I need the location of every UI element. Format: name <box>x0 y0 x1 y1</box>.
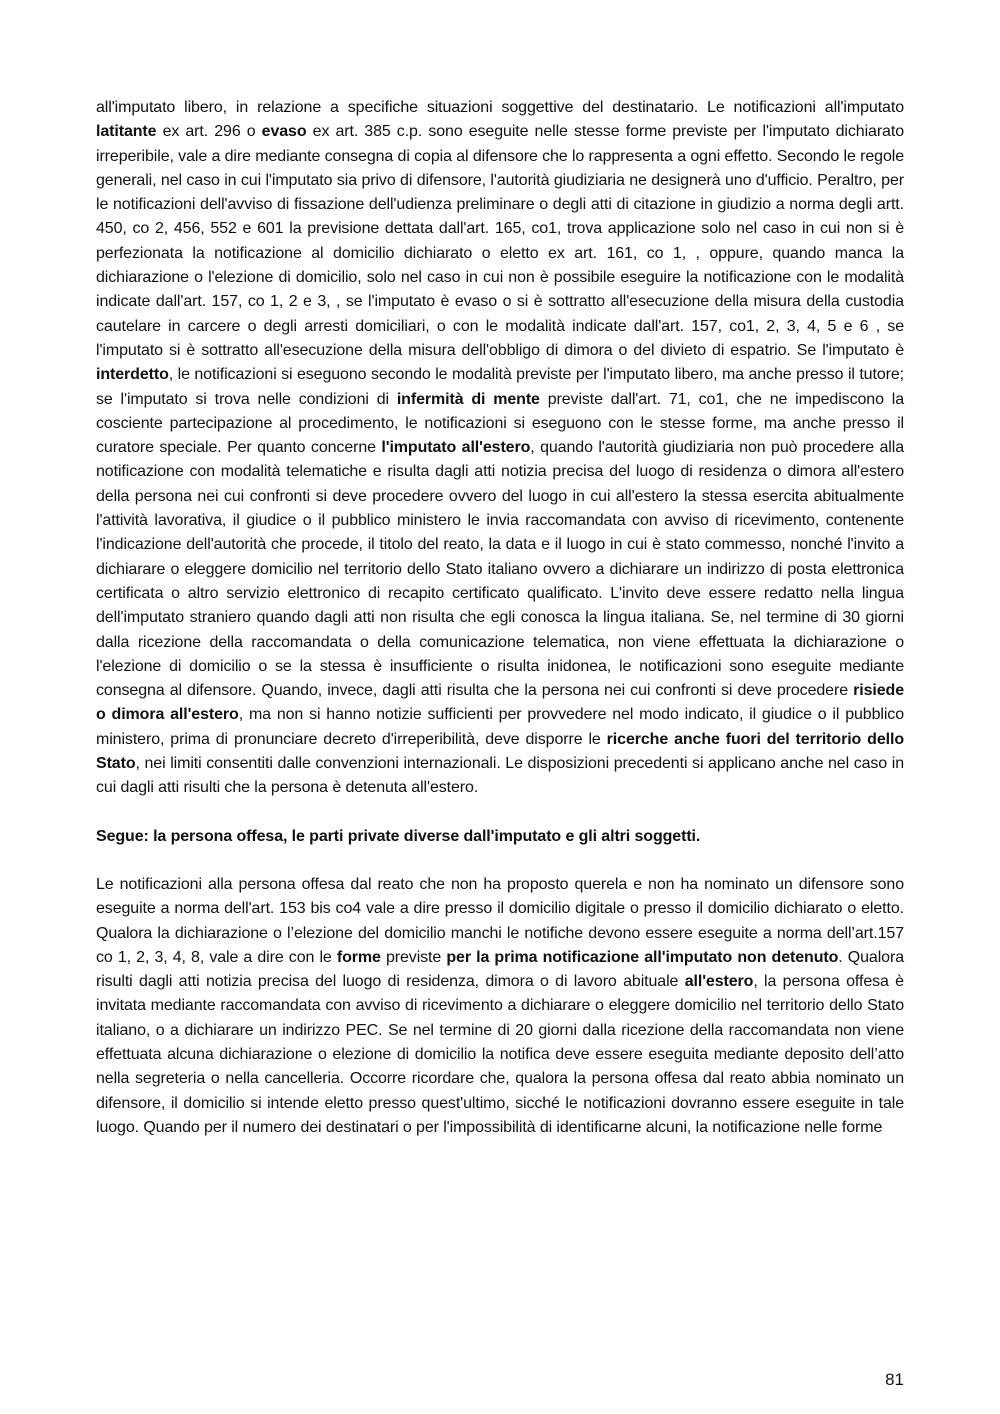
text-run: all'imputato libero, in relazione a specifiche situazioni soggettive del destinatario. Le notificazioni all'imputato <box>96 99 904 116</box>
bold-term: all'estero <box>684 973 754 991</box>
text-run: Le notificazioni alla persona offesa dal reato che non ha proposto querela e non ha nominato un difensore sono eseguite a norma dell'art. 153 bis co4 vale a dire presso il domicilio digitale o presso il domicilio dichiarato o eletto. Qualora la dichiarazione o l’elezione del domicilio manchi le notifiche devono essere eseguite a norma dell’art.157 co 1, 2, 3, 4, 8, vale a dire con le <box>96 875 904 966</box>
bold-term: infermità di mente <box>396 390 540 408</box>
bold-term: forme <box>336 948 381 966</box>
bold-term: interdetto <box>96 366 169 384</box>
text-run: . Qualora risulti dagli atti notizia precisa del luogo di residenza, dimora o di lavoro abituale <box>96 948 904 991</box>
paragraph-imputato-notifications <box>96 96 904 801</box>
bold-term: ricerche anche fuori del territorio dello Stato <box>96 730 904 773</box>
bold-term: l'imputato all'estero <box>381 439 531 457</box>
paragraph-persona-offesa <box>96 873 904 1140</box>
text-run: ex art. 296 o <box>156 123 262 141</box>
bold-term: per la prima notificazione all'imputato non detenuto <box>446 948 839 966</box>
text-run: , le notificazioni si eseguono secondo le modalità previste per l'imputato libero, ma anche presso il tutore; se l'imputato si trova nelle condizioni di <box>96 366 904 408</box>
text-run: previste dall'art. 71, co1, che ne impediscono la cosciente partecipazione al procedimento, le notificazioni si eseguono con le stesse forme, ma anche presso il curatore speciale. Per quanto concerne <box>96 390 904 457</box>
text-run: , nei limiti consentiti dalle convenzioni internazionali. Le disposizioni precedenti si applicano anche nel caso in cui dagli atti risulti che la persona è detenuta all'estero. <box>96 755 904 797</box>
section-heading: Segue: la persona offesa, le parti private diverse dall'imputato e gli altri soggetti. <box>96 827 701 845</box>
bold-term: latitante <box>96 123 157 141</box>
page-number: 81 <box>885 1370 904 1389</box>
bold-term: risiede o dimora all'estero <box>96 682 904 724</box>
text-run: , ma non si hanno notizie sufficienti per provvedere nel modo indicato, il giudice o il pubblico ministero, prima di pronunciare decreto d'irreperibilità, deve disporre le <box>96 706 904 748</box>
text-run: , la persona offesa è invitata mediante raccomandata con avviso di ricevimento a dichiarare o eleggere domicilio nel territorio dello Stato italiano, o a dichiarare un indirizzo PEC. Se nel termine di 20 giorni dalla ricezione della raccomandata non viene effettuata alcuna dichiarazione o elezione di domicilio la notifica deve essere eseguita mediante deposito dell’atto nella segreteria o nella cancelleria. Occorre ricordare che, qualora la persona offesa dal reato abbia nominato un difensore, il domicilio si intende eletto presso quest'ultimo, sicché le notificazioni dovranno essere eseguite in tale luogo. Quando per il numero dei destinatari o per l'impossibilità di identificarne alcuni, la notificazione nelle forme <box>96 973 904 1136</box>
page-content <box>96 96 904 1140</box>
bold-term: evaso <box>261 123 307 141</box>
text-run: , quando l'autorità giudiziaria non può procedere alla notificazione con modalità telematiche e risulta dagli atti notizia precisa del luogo di residenza o dimora all'estero della persona nei cui confronti si deve procedere ovvero del luogo in cui all'estero la stessa esercita abitualmente l'attività lavorativa, il giudice o il pubblico ministero le invia raccomandata con avviso di ricevimento, contenente l'indicazione dell'autorità che procede, il titolo del reato, la data e il luogo in cui è stato commesso, nonché l'invito a dichiarare o eleggere domicilio nel territorio dello Stato italiano ovvero a dichiarare un indirizzo di posta elettronica certificata o altro servizio elettronico di recapito certificato qualificato. L'invito deve essere redatto nella lingua dell'imputato straniero quando dagli atti non risulta che egli conosca la lingua italiana. Se, nel termine di 30 giorni dalla ricezione della raccomandata o della comunicazione telematica, non viene effettuata la dichiarazione o l'elezione di domicilio o se la stessa è insufficiente o risulta inidonea, le notificazioni sono eseguite mediante consegna al difensore. Quando, invece, dagli atti risulta che la persona nei cui confronti si deve procedere <box>96 439 904 700</box>
text-run: previste <box>380 948 447 966</box>
text-run: ex art. 385 c.p. sono eseguite nelle stesse forme previste per l'imputato dichiarato irreperibile, vale a dire mediante consegna di copia al difensore che lo rappresenta a ogni effetto. Secondo le regole generali, nel caso in cui l'imputato sia privo di difensore, l'autorità giudiziaria ne designerà uno d'ufficio. Peraltro, per le notificazioni dell'avviso di fissazione dell'udienza preliminare o degli atti di citazione in giudizio a norma degli artt. 450, co 2, 456, 552 e 601 la previsione dettata dall'art. 165, co1, trova applicazione solo nel caso in cui non si è perfezionata la notificazione al domicilio dichiarato o eletto ex art. 161, co 1, , oppure, quando manca la dichiarazione o l'elezione di domicilio, solo nel caso in cui non è possibile eseguire la notificazione con le modalità indicate dall'art. 157, co 1, 2 e 3, , se l'imputato è evaso o si è sottratto all'esecuzione della misura della custodia cautelare in carcere o degli arresti domiciliari, o con le modalità indicate dall'art. 157, co1, 2, 3, 4, 5 e 6 , se l'imputato si è sottratto all'esecuzione della misura dell'obbligo di dimora o del divieto di espatrio. Se l'imputato è <box>96 123 904 359</box>
